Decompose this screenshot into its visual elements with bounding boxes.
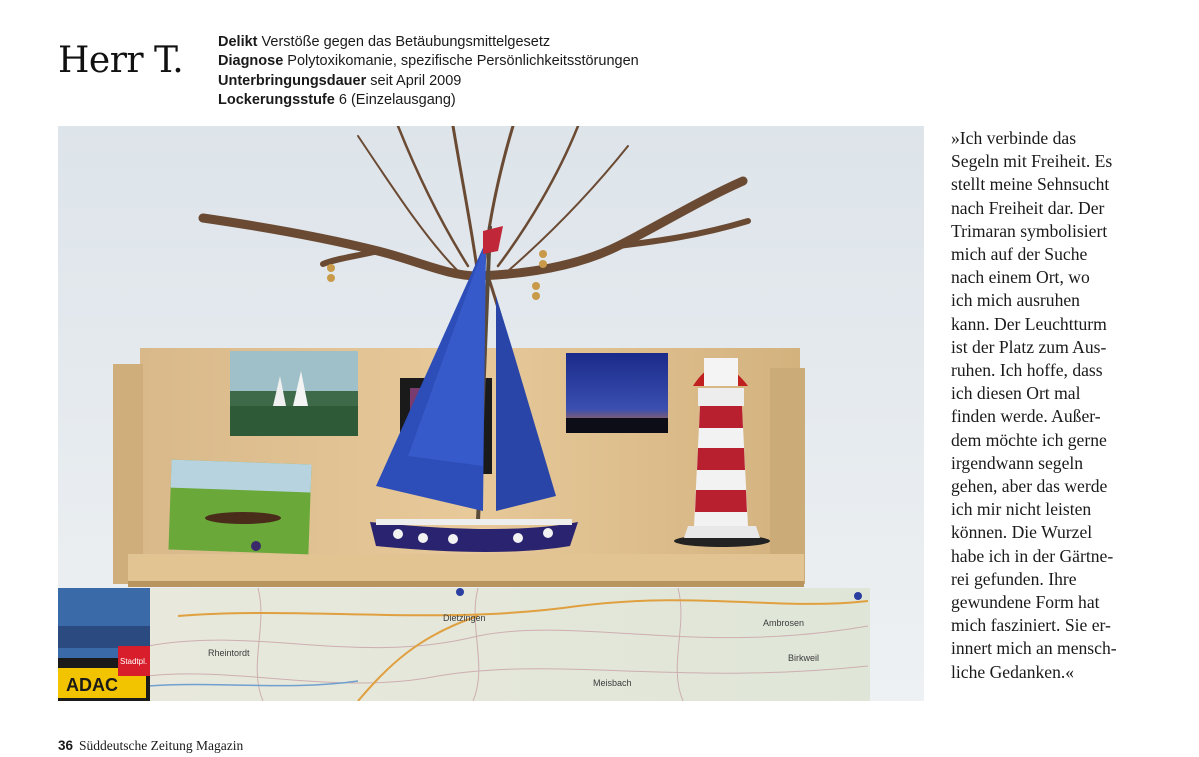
fact-duration [218, 72, 639, 91]
fact-value: Verstöße gegen das Betäubungsmittelgesetz [261, 34, 551, 50]
quote-line: Segeln mit Freiheit. Es [951, 151, 1113, 172]
postcard-canoe [168, 460, 311, 555]
quote-line: mich auf der Suche [951, 244, 1088, 265]
fact-diagnosis [218, 52, 639, 71]
case-facts [218, 33, 639, 111]
page-footer [58, 738, 243, 754]
postcard-sunset [566, 353, 668, 433]
fact-value: Polytoxikomanie, spezifische Persönlichkeitsstörungen [287, 53, 639, 70]
shelf-bottom-edge [128, 581, 804, 587]
fact-key: Diagnose [218, 53, 284, 70]
quote-line: »Ich verbinde das [951, 128, 1077, 148]
fact-key: Delikt [218, 34, 258, 50]
wall-map [140, 588, 870, 701]
fact-key: Unterbringungsdauer [218, 72, 367, 89]
map-label: Rheintordt [208, 648, 250, 658]
quote-line: ruhen. Ich hoffe, dass [951, 360, 1103, 381]
quote-line: irgendwann segeln [951, 452, 1084, 473]
quote-line: habe ich in der Gärtne- [951, 545, 1114, 566]
shelf-left-side [113, 364, 143, 584]
quote-line: liche Gedanken.« [951, 661, 1075, 682]
quote-line: rei gefunden. Ihre [951, 568, 1077, 589]
shelf-photo [58, 126, 924, 701]
map-label: Meisbach [593, 678, 632, 688]
book-subtitle: Stadtpl. [120, 657, 148, 666]
quote-line: gewundene Form hat [951, 592, 1100, 613]
fact-value: 6 (Einzelausgang) [338, 92, 456, 109]
fact-key: Lockerungsstufe [218, 92, 335, 109]
book-title: ADAC [66, 675, 118, 695]
quote-line: ich diesen Ort mal [951, 383, 1081, 404]
quote-line: ich mich ausruhen [951, 290, 1080, 311]
map-label: Birkweil [788, 653, 820, 663]
page-number: 36 [58, 738, 74, 753]
quote-line: ich mir nicht leisten [951, 499, 1092, 520]
map-label: Ambrosen [763, 618, 805, 628]
quote-line: kann. Der Leuchtturm [951, 313, 1107, 334]
quote-line: finden werde. Außer- [951, 406, 1101, 427]
quote-line: gehen, aber das werde [951, 476, 1108, 497]
quote-line: mich fasziniert. Sie er- [951, 615, 1111, 636]
page-title: Herr T. [58, 40, 184, 81]
adac-book [58, 588, 150, 701]
quote-line: nach Freiheit dar. Der [951, 197, 1105, 218]
fact-offense [218, 33, 639, 52]
fact-value: seit April 2009 [370, 72, 462, 89]
quote-line: dem möchte ich gerne [951, 429, 1107, 450]
quote-text [951, 127, 1151, 684]
magazine-name: Süddeutsche Zeitung Magazin [79, 738, 244, 753]
quote-line: ist der Platz zum Aus- [951, 336, 1107, 357]
map-label: Dietzingen [443, 613, 486, 623]
fact-level [218, 91, 639, 110]
quote-line: Trimaran symbolisiert [951, 220, 1108, 241]
quote-line: können. Die Wurzel [951, 522, 1093, 543]
postcard-sailboats [230, 351, 358, 436]
quote-line: innert mich an mensch- [951, 638, 1117, 659]
quote-line: nach einem Ort, wo [951, 267, 1090, 288]
shelf-right-side [770, 368, 805, 584]
quote-line: stellt meine Sehnsucht [951, 174, 1110, 195]
